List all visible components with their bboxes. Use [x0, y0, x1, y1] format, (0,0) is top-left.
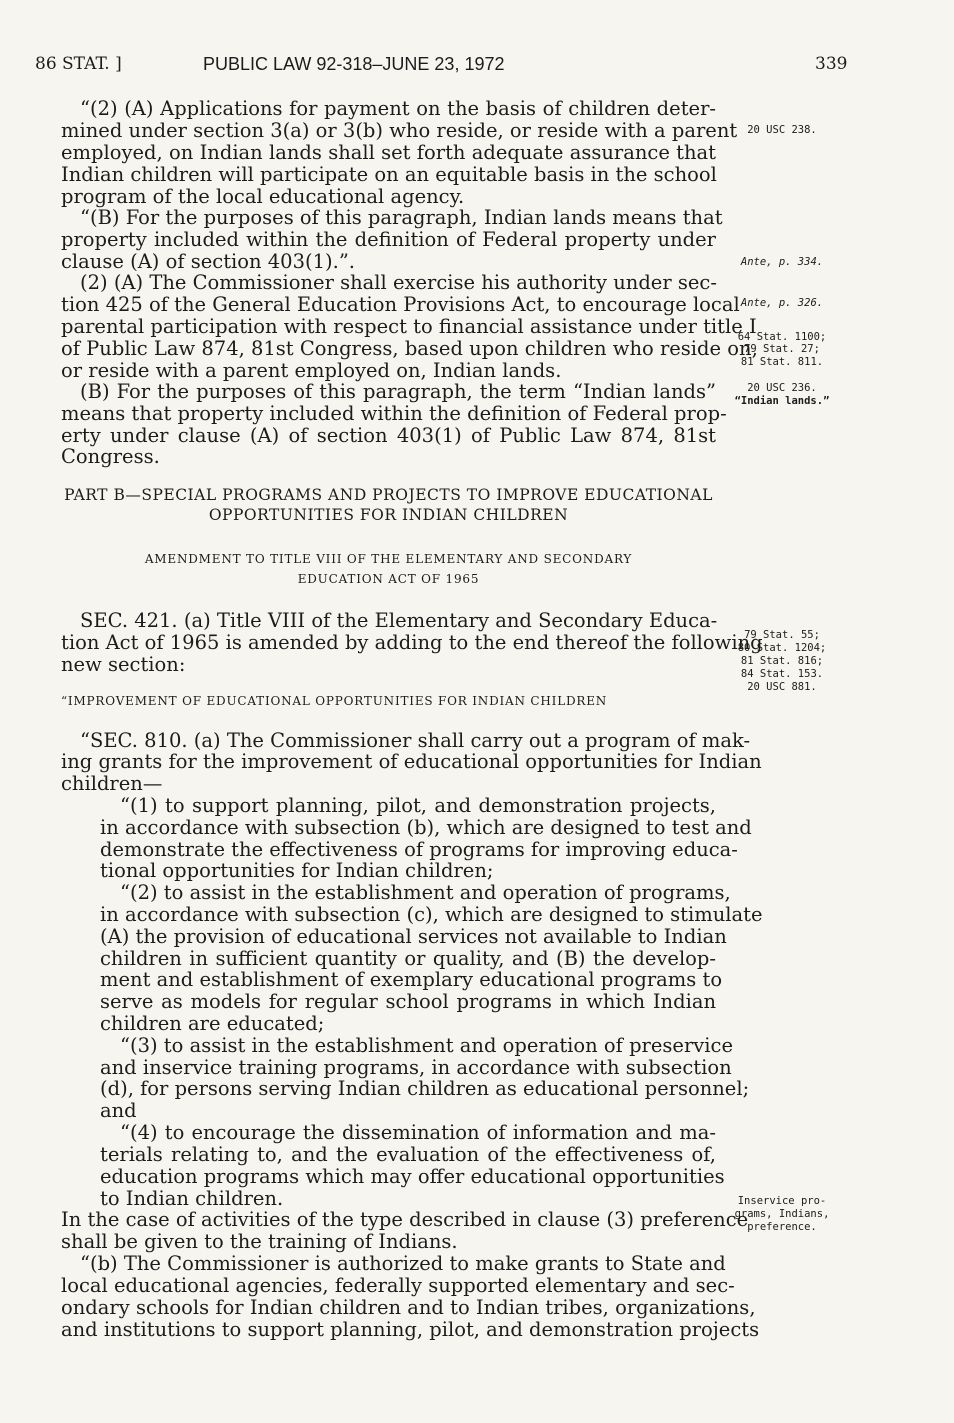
page-number: 339 — [815, 54, 848, 74]
text-line: children in sufficient quantity or quality, and (B) the develop- — [100, 947, 716, 970]
text-line: “(4) to encourage the dissemination of information and ma- — [120, 1121, 716, 1144]
margin-note: preference. — [747, 1221, 817, 1233]
text-line: erty under clause (A) of section 403(1) of Public Law 874, 81st — [61, 424, 716, 447]
margin-note: 64 Stat. 1100; — [737, 331, 827, 343]
text-line: Indian children will participate on an equitable basis in the school — [61, 163, 717, 186]
part-heading: PART B—SPECIAL PROGRAMS AND PROJECTS TO IMPROVE EDUCATIONAL — [64, 486, 713, 504]
text-line: tion 425 of the General Education Provisions Act, to encourage local — [61, 293, 740, 316]
text-line: new section: — [61, 653, 186, 676]
text-line: SEC. 421. (a) Title VIII of the Elementary and Secondary Educa- — [80, 609, 718, 632]
text-line: clause (A) of section 403(1).”. — [61, 250, 355, 273]
margin-note: “Indian lands.” — [734, 395, 830, 407]
text-line: Congress. — [61, 445, 160, 468]
text-line: “(1) to support planning, pilot, and demonstration projects, — [120, 794, 716, 817]
section-heading: EDUCATION ACT OF 1965 — [297, 572, 480, 586]
text-line: means that property included within the definition of Federal prop- — [61, 402, 727, 425]
text-line: in accordance with subsection (b), which are designed to test and — [100, 816, 752, 839]
text-line: (d), for persons serving Indian children as educational personnel; — [100, 1077, 750, 1100]
text-line: mined under section 3(a) or 3(b) who reside, or reside with a parent — [61, 119, 738, 142]
text-line: and institutions to support planning, pilot, and demonstration projects — [61, 1318, 760, 1341]
margin-note: Ante, p. 326. — [740, 297, 824, 309]
margin-note: 81 Stat. 816; — [740, 655, 824, 667]
text-line: children are educated; — [100, 1012, 325, 1035]
text-line: shall be given to the training of Indians. — [61, 1230, 458, 1253]
text-line: to Indian children. — [100, 1187, 284, 1210]
text-line: education programs which may offer educational opportunities — [100, 1165, 725, 1188]
text-line: (B) For the purposes of this paragraph, the term “Indian lands” — [80, 380, 716, 403]
text-line: in accordance with subsection (c), which are designed to stimulate — [100, 903, 763, 926]
text-line: or reside with a parent employed on, Indian lands. — [61, 359, 562, 382]
section-heading: AMENDMENT TO TITLE VIII OF THE ELEMENTARY AND SECONDARY — [144, 552, 633, 566]
text-line: “(b) The Commissioner is authorized to make grants to State and — [80, 1252, 726, 1275]
margin-note: 84 Stat. 153. — [740, 668, 824, 680]
text-line: (A) the provision of educational services not available to Indian — [100, 925, 727, 948]
margin-note: grams, Indians, — [734, 1208, 830, 1220]
text-line: and inservice training programs, in accordance with subsection — [100, 1056, 732, 1079]
margin-note: Ante, p. 334. — [740, 256, 824, 268]
margin-note: 79 Stat. 27; — [744, 343, 820, 355]
part-heading: OPPORTUNITIES FOR INDIAN CHILDREN — [208, 506, 569, 524]
margin-note: 79 Stat. 55; — [744, 629, 820, 641]
header-title: PUBLIC LAW 92-318–JUNE 23, 1972 — [203, 54, 505, 74]
section-heading: “IMPROVEMENT OF EDUCATIONAL OPPORTUNITIES FOR INDIAN CHILDREN — [61, 694, 608, 708]
text-line: program of the local educational agency. — [61, 185, 465, 208]
margin-note: Inservice pro- — [737, 1195, 827, 1207]
text-line: local educational agencies, federally supported elementary and sec- — [61, 1274, 735, 1297]
text-line: property included within the definition of Federal property under — [61, 228, 716, 251]
header-stat-ref: 86 STAT. ] — [35, 54, 122, 74]
text-line: terials relating to, and the evaluation of the effectiveness of, — [100, 1143, 716, 1166]
margin-note: 20 USC 238. — [747, 124, 817, 136]
text-line: of Public Law 874, 81st Congress, based upon children who reside on, — [61, 337, 758, 360]
text-line: tional opportunities for Indian children; — [100, 859, 494, 882]
text-line: employed, on Indian lands shall set forth adequate assurance that — [61, 141, 716, 164]
text-line: demonstrate the effectiveness of programs for improving educa- — [100, 838, 738, 861]
margin-note: 20 USC 881. — [747, 681, 817, 693]
text-line: “(3) to assist in the establishment and operation of preservice — [120, 1034, 733, 1057]
margin-note: 81 Stat. 811. — [740, 356, 824, 368]
text-line: children— — [61, 772, 163, 795]
text-line: ing grants for the improvement of educational opportunities for Indian — [61, 750, 762, 773]
margin-note: 80 Stat. 1204; — [737, 642, 827, 654]
text-line: “(2) to assist in the establishment and operation of programs, — [120, 881, 731, 904]
text-line: In the case of activities of the type described in clause (3) preference — [61, 1208, 749, 1231]
text-line: “(2) (A) Applications for payment on the basis of children deter- — [80, 97, 716, 120]
text-line: (2) (A) The Commissioner shall exercise his authority under sec- — [80, 271, 717, 294]
text-line: “SEC. 810. (a) The Commissioner shall carry out a program of mak- — [80, 729, 751, 752]
text-line: parental participation with respect to financial assistance under title I — [61, 315, 757, 338]
margin-note: 20 USC 236. — [747, 382, 817, 394]
text-line: ondary schools for Indian children and to Indian tribes, organizations, — [61, 1296, 756, 1319]
text-line: tion Act of 1965 is amended by adding to the end thereof the following — [61, 631, 763, 654]
text-line: and — [100, 1099, 137, 1122]
text-line: serve as models for regular school programs in which Indian — [100, 990, 716, 1013]
text-line: “(B) For the purposes of this paragraph, Indian lands means that — [80, 206, 723, 229]
text-line: ment and establishment of exemplary educational programs to — [100, 968, 723, 991]
